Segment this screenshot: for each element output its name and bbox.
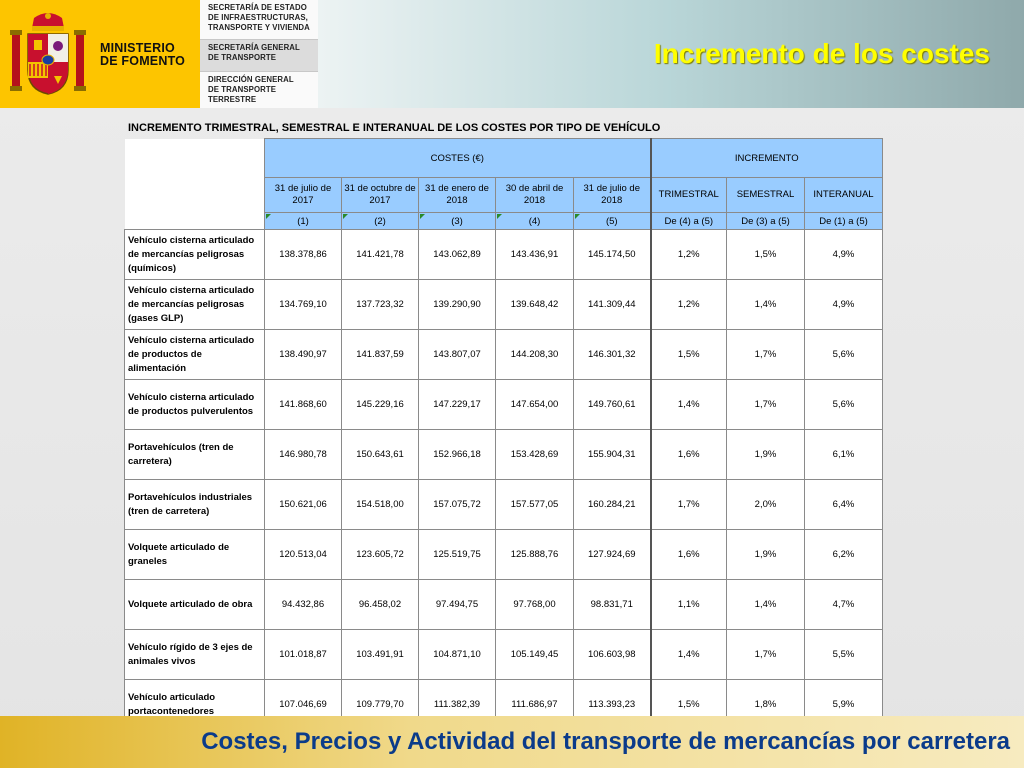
increment-cell: 4,9% (805, 280, 883, 330)
cost-cell: 143.807,07 (419, 330, 496, 380)
increment-cell: 2,0% (727, 480, 805, 530)
vehicle-cell: Vehículo cisterna articulado de mercancías peligrosas (gases GLP) (125, 280, 265, 330)
increment-cell: 1,2% (651, 230, 727, 280)
increment-cell: 6,2% (805, 530, 883, 580)
increment-cell: 1,4% (727, 280, 805, 330)
cell-marker-icon (266, 214, 271, 219)
dept1-line1: SECRETARÍA DE ESTADO (208, 3, 307, 12)
cost-cell: 149.760,61 (574, 380, 651, 430)
increment-cell: 1,4% (727, 580, 805, 630)
dept1-line2: DE INFRAESTRUCTURAS, (208, 13, 308, 22)
cost-cell: 147.654,00 (496, 380, 574, 430)
group-incremento-header: INCREMENTO (651, 139, 883, 178)
cost-cell: 107.046,69 (265, 680, 342, 730)
vehicle-cell: Vehículo cisterna articulado de productos de alimentación (125, 330, 265, 380)
page-title: Incremento de los costes (653, 38, 990, 69)
table-row (125, 630, 883, 680)
cost-cell: 113.393,23 (574, 680, 651, 730)
cost-cell: 138.378,86 (265, 230, 342, 280)
cost-cell: 153.428,69 (496, 430, 574, 480)
table-row (125, 430, 883, 480)
table-row (125, 380, 883, 430)
date-header: 31 de octubre de 2017 (342, 178, 419, 213)
vehicle-cell: Vehículo cisterna articulado de mercancías peligrosas (químicos) (125, 230, 265, 280)
vehicle-cell: Vehículo rígido de 3 ejes de animales vivos (125, 630, 265, 680)
table-row (125, 280, 883, 330)
header-banner (0, 0, 1024, 108)
cell-marker-icon (343, 214, 348, 219)
cell-marker-icon (575, 214, 580, 219)
dept-direccion-general (200, 72, 318, 108)
cost-cell: 96.458,02 (342, 580, 419, 630)
cost-cell: 143.062,89 (419, 230, 496, 280)
cost-cell: 152.966,18 (419, 430, 496, 480)
cell-marker-icon (420, 214, 425, 219)
date-num-label: (5) (605, 215, 618, 227)
cost-cell: 141.421,78 (342, 230, 419, 280)
increment-cell: 1,5% (651, 680, 727, 730)
increment-cell: 1,9% (727, 430, 805, 480)
table-row (125, 230, 883, 280)
cost-cell: 97.768,00 (496, 580, 574, 630)
increment-cell: 1,4% (651, 630, 727, 680)
date-num-label: (3) (451, 215, 463, 227)
logo-block (0, 0, 318, 108)
cost-cell: 111.686,97 (496, 680, 574, 730)
cost-cell: 144.208,30 (496, 330, 574, 380)
vehicle-cell: Portavehículos industriales (tren de carretera) (125, 480, 265, 530)
cost-cell: 111.382,39 (419, 680, 496, 730)
cost-cell: 154.518,00 (342, 480, 419, 530)
cost-cell: 143.436,91 (496, 230, 574, 280)
inc-ref-header: De (4) a (5) (651, 213, 727, 230)
cost-cell: 155.904,31 (574, 430, 651, 480)
cost-cell: 123.605,72 (342, 530, 419, 580)
table-caption: INCREMENTO TRIMESTRAL, SEMESTRAL E INTERANUAL DE LOS COSTES POR TIPO DE VEHÍCULO (128, 122, 661, 134)
cost-cell: 138.490,97 (265, 330, 342, 380)
vehicle-cell: Vehículo cisterna articulado de productos pulverulentos (125, 380, 265, 430)
cost-cell: 141.309,44 (574, 280, 651, 330)
cost-cell: 139.290,90 (419, 280, 496, 330)
footer-banner (0, 716, 1024, 768)
date-num-label: (4) (528, 215, 541, 227)
increment-cell: 1,8% (727, 680, 805, 730)
coat-of-arms-icon (8, 10, 88, 98)
cost-cell: 150.643,61 (342, 430, 419, 480)
date-header: 31 de julio de 2018 (574, 178, 651, 213)
departments-panel (200, 0, 318, 108)
increment-cell: 6,4% (805, 480, 883, 530)
increment-cell: 1,6% (651, 430, 727, 480)
cost-cell: 141.837,59 (342, 330, 419, 380)
date-header: 31 de julio de 2017 (265, 178, 342, 213)
dept3-line3: TERRESTRE (208, 95, 257, 104)
increment-cell: 5,6% (805, 330, 883, 380)
cost-cell: 103.491,91 (342, 630, 419, 680)
cost-cell: 106.603,98 (574, 630, 651, 680)
increment-cell: 5,6% (805, 380, 883, 430)
ministry-line2: DE FOMENTO (100, 54, 186, 68)
table-row (125, 330, 883, 380)
date-num-header (496, 213, 574, 230)
cost-cell: 120.513,04 (265, 530, 342, 580)
ministry-line1: MINISTERIO (100, 41, 175, 55)
inc-ref-header: De (3) a (5) (727, 213, 805, 230)
vehicle-cell: Volquete articulado de obra (125, 580, 265, 630)
increment-cell: 1,5% (651, 330, 727, 380)
increment-cell: 1,1% (651, 580, 727, 630)
increment-cell: 1,6% (651, 530, 727, 580)
increment-cell: 1,7% (651, 480, 727, 530)
cost-cell: 150.621,06 (265, 480, 342, 530)
date-num-label: (2) (374, 215, 386, 227)
cost-cell: 134.769,10 (265, 280, 342, 330)
increment-cell: 1,2% (651, 280, 727, 330)
increment-cell: 1,9% (727, 530, 805, 580)
vehicle-cell: Volquete articulado de graneles (125, 530, 265, 580)
increment-cell: 1,4% (651, 380, 727, 430)
date-num-label: (1) (297, 215, 309, 227)
cell-marker-icon (497, 214, 502, 219)
dept1-line3: TRANSPORTE Y VIVIENDA (208, 23, 310, 32)
ministry-logo-panel (0, 0, 200, 108)
cost-cell: 98.831,71 (574, 580, 651, 630)
cost-cell: 157.577,05 (496, 480, 574, 530)
cost-cell: 125.888,76 (496, 530, 574, 580)
table-row (125, 530, 883, 580)
cost-cell: 137.723,32 (342, 280, 419, 330)
date-header: 31 de enero de 2018 (419, 178, 496, 213)
increment-cell: 1,5% (727, 230, 805, 280)
cost-cell: 145.174,50 (574, 230, 651, 280)
inc-header-trimestral: TRIMESTRAL (651, 178, 727, 213)
table-corner (125, 139, 265, 230)
cost-cell: 105.149,45 (496, 630, 574, 680)
dept3-line2: DE TRANSPORTE (208, 85, 277, 94)
date-num-header (574, 213, 651, 230)
date-num-header (265, 213, 342, 230)
cost-cell: 109.779,70 (342, 680, 419, 730)
table-row (125, 580, 883, 630)
dept2-line2: DE TRANSPORTE (208, 53, 277, 62)
date-header: 30 de abril de 2018 (496, 178, 574, 213)
cost-cell: 101.018,87 (265, 630, 342, 680)
group-costes-header: COSTES (€) (265, 139, 651, 178)
vehicle-cell: Vehículo articulado portacontenedores (125, 680, 265, 730)
date-num-header (419, 213, 496, 230)
table-row (125, 480, 883, 530)
increment-cell: 5,5% (805, 630, 883, 680)
cost-cell: 146.980,78 (265, 430, 342, 480)
cost-cell: 125.519,75 (419, 530, 496, 580)
increment-cell: 4,7% (805, 580, 883, 630)
dept-secretaria-general (200, 40, 318, 72)
increment-cell: 6,1% (805, 430, 883, 480)
cost-cell: 127.924,69 (574, 530, 651, 580)
dept-secretaria-estado (200, 0, 318, 40)
ministry-name (100, 42, 185, 68)
cost-cell: 157.075,72 (419, 480, 496, 530)
cost-cell: 146.301,32 (574, 330, 651, 380)
increment-cell: 1,7% (727, 630, 805, 680)
increment-cell: 1,7% (727, 330, 805, 380)
inc-header-semestral: SEMESTRAL (727, 178, 805, 213)
vehicle-cell: Portavehículos (tren de carretera) (125, 430, 265, 480)
cost-cell: 145.229,16 (342, 380, 419, 430)
cost-cell: 139.648,42 (496, 280, 574, 330)
costs-table (124, 138, 883, 730)
cost-cell: 97.494,75 (419, 580, 496, 630)
cost-cell: 147.229,17 (419, 380, 496, 430)
date-num-header (342, 213, 419, 230)
increment-cell: 4,9% (805, 230, 883, 280)
cost-cell: 141.868,60 (265, 380, 342, 430)
dept2-line1: SECRETARÍA GENERAL (208, 43, 300, 52)
dept3-line1: DIRECCIÓN GENERAL (208, 75, 294, 84)
increment-cell: 5,9% (805, 680, 883, 730)
increment-cell: 1,7% (727, 380, 805, 430)
footer-title: Costes, Precios y Actividad del transporte de mercancías por carretera (201, 728, 1010, 755)
cost-cell: 160.284,21 (574, 480, 651, 530)
inc-ref-header: De (1) a (5) (805, 213, 883, 230)
cost-cell: 104.871,10 (419, 630, 496, 680)
inc-header-interanual: INTERANUAL (805, 178, 883, 213)
cost-cell: 94.432,86 (265, 580, 342, 630)
